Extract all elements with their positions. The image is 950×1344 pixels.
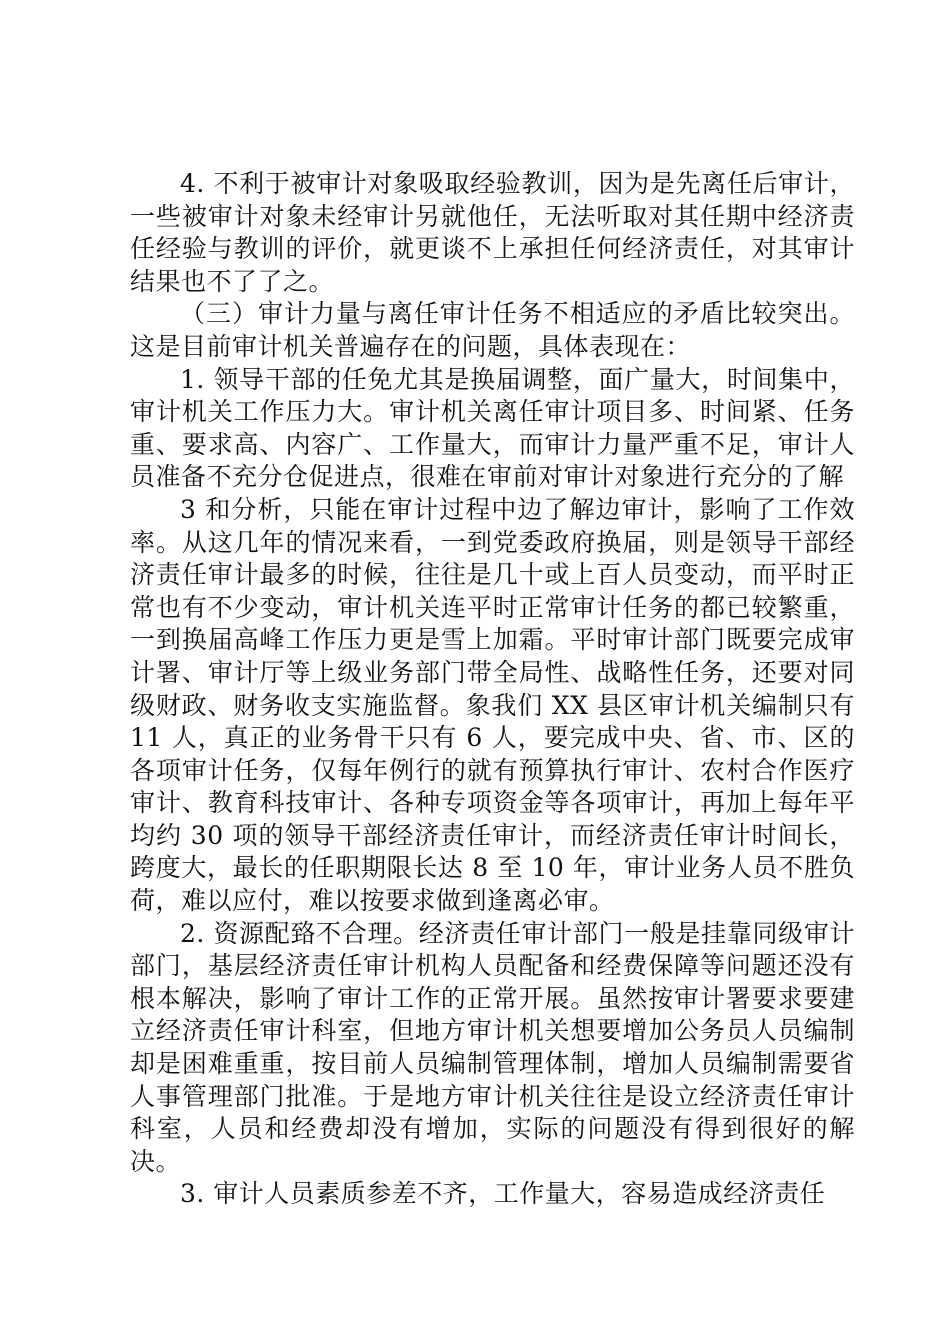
paragraph-section-3-heading: （三）审计力量与离任审计任务不相适应的矛盾比较突出。这是目前审计机关普遍存在的问题，具体表现在： [130, 299, 855, 361]
paragraph-point-1: 1. 领导干部的任免尤其是换届调整，面广量大，时间集中，审计机关工作压力大。审计机关离任审计项目多、时间紧、任务重、要求高、内容广、工作量大，而审计力量严重不足，审计人员准备不充分仓促进点，很难在审前对审计对象进行充分的了解 [130, 364, 855, 492]
document-body [130, 168, 855, 1211]
paragraph-continuation: 3 和分析，只能在审计过程中边了解边审计，影响了工作效率。从这几年的情况来看，一到党委政府换届，则是领导干部经济责任审计最多的时候，往往是几十或上百人员变动，而平时正常也有不少变动，审计机关连平时正常审计任务的都已较繁重，一到换届高峰工作压力更是雪上加霜。平时审计部门既要完成审计署、审计厅等上级业务部门带全局性、战略性任务，还要对同级财政、财务收支实施监督。象我们 XX 县区审计机关编制只有 11 人，真正的业务骨干只有 6 人，要完成中央、省、市、区的各项审计任务，仅每年例行的就有预算执行审计、农村合作医疗审计、教育科技审计、各种专项资金等各项审计，再加上每年平均约 30 项的领导干部经济责任审计，而经济责任审计时间长，跨度大，最长的任职期限长达 8 至 10 年，审计业务人员不胜负荷，难以应付，难以按要求做到逢离必审。 [130, 494, 855, 916]
paragraph-point-2: 2. 资源配臵不合理。经济责任审计部门一般是挂靠同级审计部门，基层经济责任审计机构人员配备和经费保障等问题还没有根本解决，影响了审计工作的正常开展。虽然按审计署要求要建立经济责任审计科室，但地方审计机关想要增加公务员人员编制却是困难重重，按目前人员编制管理体制，增加人员编制需要省人事管理部门批准。于是地方审计机关往往是设立经济责任审计科室，人员和经费却没有增加，实际的问题没有得到很好的解决。 [130, 918, 855, 1176]
paragraph-point-4: 4. 不利于被审计对象吸取经验教训，因为是先离任后审计，一些被审计对象未经审计另就他任，无法听取对其任期中经济责任经验与教训的评价，就更谈不上承担任何经济责任，对其审计结果也不了了之。 [130, 169, 855, 296]
paragraph-point-3: 3. 审计人员素质参差不齐，工作量大，容易造成经济责任 [180, 1179, 826, 1209]
